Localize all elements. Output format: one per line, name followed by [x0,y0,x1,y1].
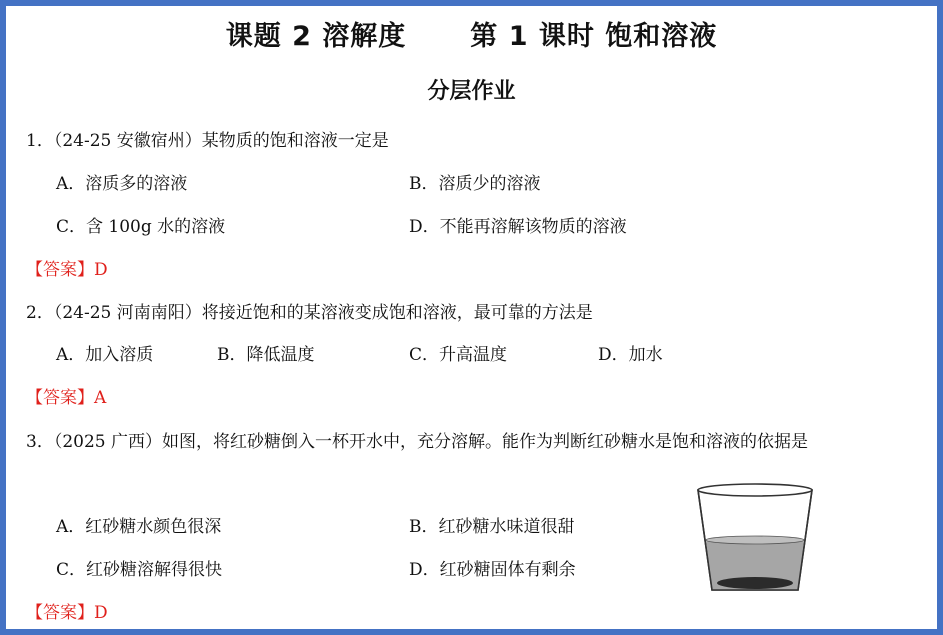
worksheet [6,6,937,629]
question-2-answer: 【答案】A [26,388,107,408]
question-2-option-c: C．升高温度 [409,345,508,365]
question-2-option-d: D．加水 [598,345,663,365]
question-1-option-b: B．溶质少的溶液 [409,174,541,194]
question-3-stem: 3．（2025 广西）如图，将红砂糖倒入一杯开水中，充分溶解。能作为判断红砂糖水是饱和溶液的依据是 [26,432,808,452]
question-3-answer: 【答案】D [26,603,108,623]
question-1-option-d: D．不能再溶解该物质的溶液 [409,217,627,237]
question-3-option-b: B．红砂糖水味道很甜 [409,517,575,537]
title-lesson: 课题 2 溶解度 [225,21,407,52]
question-3-option-d: D．红砂糖固体有剩余 [409,560,576,580]
beaker-with-sediment-icon [694,476,816,598]
question-2-option-a: A．加入溶质 [56,345,154,365]
question-2-stem: 2．（24-25 河南南阳）将接近饱和的某溶液变成饱和溶液，最可靠的方法是 [26,303,593,323]
page-subtitle: 分层作业 [427,79,516,104]
question-2-option-b: B．降低温度 [217,345,315,365]
undissolved-sugar-sediment [717,577,793,589]
question-1-option-c: C．含 100g 水的溶液 [56,217,226,237]
question-3-option-a: A．红砂糖水颜色很深 [56,517,222,537]
question-3-option-c: C．红砂糖溶解得很快 [56,560,223,580]
question-1-stem: 1．（24-25 安徽宿州）某物质的饱和溶液一定是 [26,131,389,151]
page-title [6,14,937,53]
title-period: 第 1 课时 饱和溶液 [470,21,718,52]
question-1-answer: 【答案】D [26,260,108,280]
question-1-option-a: A．溶质多的溶液 [56,174,188,194]
